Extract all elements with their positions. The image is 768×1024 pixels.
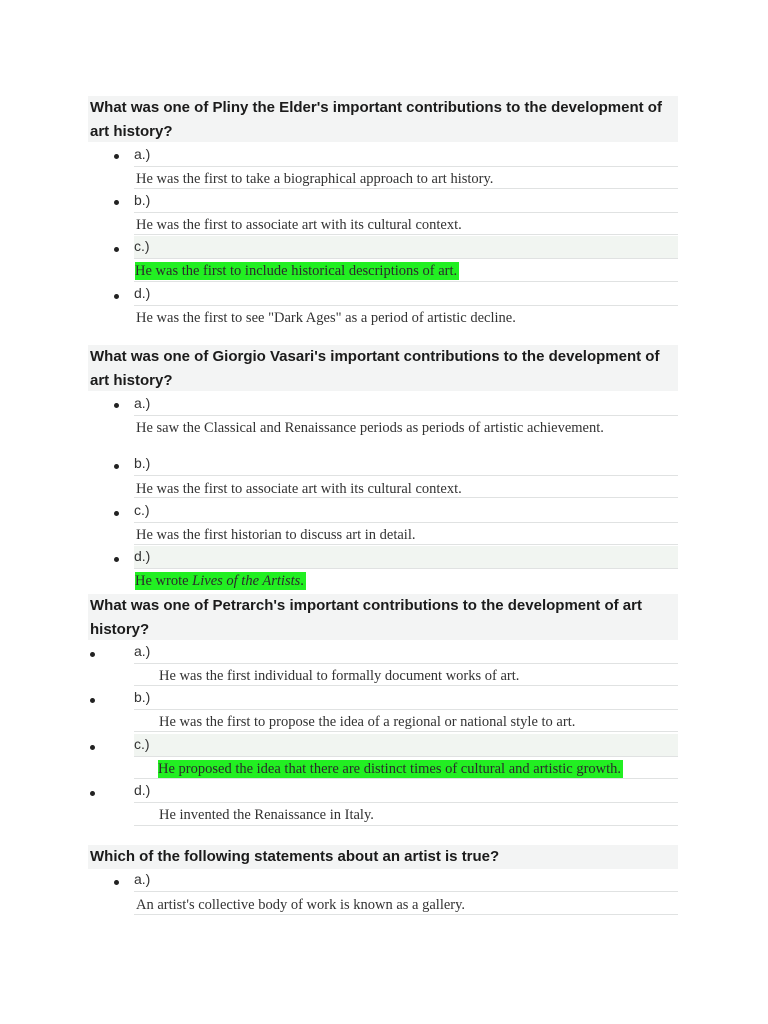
q1-option-b[interactable] bbox=[134, 190, 678, 213]
bullet-icon bbox=[114, 464, 119, 469]
question-1-line-1: What was one of Pliny the Elder's important contributions to the development of bbox=[90, 99, 662, 116]
q2-option-a[interactable] bbox=[134, 393, 678, 416]
q1-answer-b: He was the first to associate art with its cultural context. bbox=[136, 217, 462, 233]
q2-answer-a: He saw the Classical and Renaissance periods as periods of artistic achievement. bbox=[136, 420, 604, 436]
q2-option-c[interactable] bbox=[134, 500, 678, 523]
answer-prefix: He wrote bbox=[135, 573, 193, 589]
option-label: b.) bbox=[134, 689, 151, 705]
q3-answer-a: He was the first individual to formally document works of art. bbox=[159, 668, 520, 684]
question-3-line-1: What was one of Petrarch's important contributions to the development of art bbox=[90, 597, 642, 614]
option-label: b.) bbox=[134, 455, 151, 471]
q2-option-d[interactable] bbox=[134, 546, 678, 569]
q2-answer-b: He was the first to associate art with its cultural context. bbox=[136, 481, 462, 497]
option-label: d.) bbox=[134, 548, 151, 564]
option-label: c.) bbox=[134, 736, 150, 752]
q1-answer-c-correct: He was the first to include historical descriptions of art. bbox=[135, 263, 458, 279]
question-4 bbox=[88, 845, 678, 869]
bullet-icon bbox=[114, 247, 119, 252]
question-2-line-1: What was one of Giorgio Vasari's important contributions to the development of bbox=[90, 348, 660, 365]
bullet-icon bbox=[114, 511, 119, 516]
option-label: d.) bbox=[134, 782, 151, 798]
bullet-icon bbox=[90, 698, 95, 703]
q3-answer-c-correct: He proposed the idea that there are distinct times of cultural and artistic growth. bbox=[158, 761, 622, 777]
bullet-icon bbox=[114, 403, 119, 408]
bullet-icon bbox=[114, 880, 119, 885]
q3-option-a[interactable] bbox=[134, 641, 678, 664]
q4-option-a[interactable] bbox=[134, 869, 678, 892]
answer-suffix: . bbox=[300, 573, 304, 589]
bullet-icon bbox=[114, 200, 119, 205]
question-3 bbox=[88, 594, 678, 640]
question-2 bbox=[88, 345, 678, 391]
q3-answer-b: He was the first to propose the idea of a regional or national style to art. bbox=[159, 714, 576, 730]
question-1 bbox=[88, 96, 678, 142]
option-label: c.) bbox=[134, 238, 150, 254]
option-label: d.) bbox=[134, 285, 151, 301]
q2-option-b[interactable] bbox=[134, 453, 678, 476]
option-label: a.) bbox=[134, 871, 151, 887]
q2-answer-d-correct bbox=[135, 572, 306, 590]
bullet-icon bbox=[114, 557, 119, 562]
q1-option-d[interactable] bbox=[134, 283, 678, 306]
q4-answer-a: An artist's collective body of work is known as a gallery. bbox=[136, 897, 466, 913]
question-2-line-2: art history? bbox=[90, 372, 173, 389]
book-title: Lives of the Artists bbox=[192, 573, 301, 589]
bullet-icon bbox=[90, 791, 95, 796]
bullet-icon bbox=[114, 294, 119, 299]
q1-option-c[interactable] bbox=[134, 236, 678, 259]
option-label: a.) bbox=[134, 395, 151, 411]
option-label: a.) bbox=[134, 643, 151, 659]
q1-answer-a: He was the first to take a biographical approach to art history. bbox=[136, 171, 494, 187]
q3-answer-d: He invented the Renaissance in Italy. bbox=[159, 807, 374, 823]
bullet-icon bbox=[114, 154, 119, 159]
q1-option-a[interactable] bbox=[134, 144, 678, 167]
q3-option-c[interactable] bbox=[134, 734, 678, 757]
question-1-line-2: art history? bbox=[90, 123, 173, 140]
option-label: a.) bbox=[134, 146, 151, 162]
bullet-icon bbox=[90, 652, 95, 657]
question-4-line-1: Which of the following statements about an artist is true? bbox=[90, 848, 500, 865]
question-3-line-2: history? bbox=[90, 621, 150, 638]
q2-answer-c: He was the first historian to discuss art in detail. bbox=[136, 527, 416, 543]
bullet-icon bbox=[90, 745, 95, 750]
option-label: b.) bbox=[134, 192, 151, 208]
q3-option-d[interactable] bbox=[134, 780, 678, 803]
q1-answer-d: He was the first to see "Dark Ages" as a period of artistic decline. bbox=[136, 310, 516, 326]
option-label: c.) bbox=[134, 502, 150, 518]
q3-option-b[interactable] bbox=[134, 687, 678, 710]
